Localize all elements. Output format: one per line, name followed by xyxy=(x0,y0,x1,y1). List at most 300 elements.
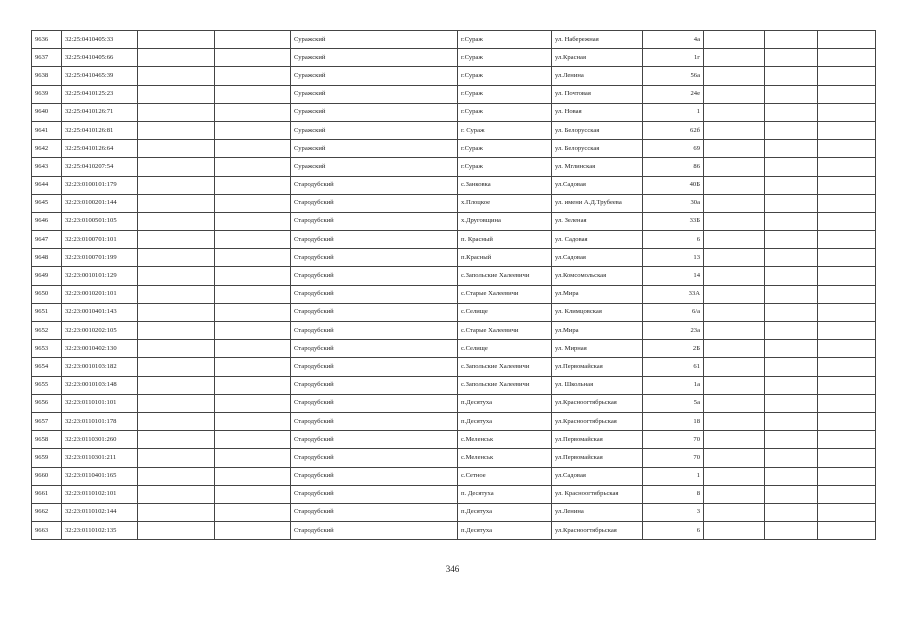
house-number-cell: 6 xyxy=(643,231,704,249)
settlement-cell: г.Сураж xyxy=(458,31,552,49)
settlement-cell: п. Красный xyxy=(458,231,552,249)
empty-cell xyxy=(138,503,215,521)
district-cell: Суражский xyxy=(291,158,458,176)
house-number-cell: 13 xyxy=(643,249,704,267)
district-cell: Суражский xyxy=(291,140,458,158)
street-cell: ул. Школьная xyxy=(552,376,643,394)
empty-cell xyxy=(704,376,765,394)
empty-cell xyxy=(138,303,215,321)
house-number-cell: 1а xyxy=(643,376,704,394)
empty-cell xyxy=(215,212,291,230)
empty-cell xyxy=(704,358,765,376)
table-row xyxy=(32,49,876,67)
empty-cell xyxy=(215,103,291,121)
table-body xyxy=(32,31,876,540)
house-number-cell: 33А xyxy=(643,285,704,303)
empty-cell xyxy=(818,176,876,194)
street-cell: ул.Ленина xyxy=(552,67,643,85)
empty-cell xyxy=(215,503,291,521)
district-cell: Стародубский xyxy=(291,449,458,467)
district-cell: Суражский xyxy=(291,121,458,139)
empty-cell xyxy=(818,212,876,230)
row-number-cell: 9646 xyxy=(32,212,62,230)
row-number-cell: 9649 xyxy=(32,267,62,285)
settlement-cell: с.Запольские Халеевичи xyxy=(458,376,552,394)
settlement-cell: с.Запольские Халеевичи xyxy=(458,267,552,285)
district-cell: Стародубский xyxy=(291,503,458,521)
empty-cell xyxy=(704,303,765,321)
empty-cell xyxy=(138,485,215,503)
table-row xyxy=(32,467,876,485)
district-cell: Суражский xyxy=(291,49,458,67)
empty-cell xyxy=(215,522,291,540)
empty-cell xyxy=(704,503,765,521)
empty-cell xyxy=(138,358,215,376)
cadastral-number-cell: 32:23:0010103:148 xyxy=(62,376,138,394)
empty-cell xyxy=(818,322,876,340)
empty-cell xyxy=(215,449,291,467)
settlement-cell: с.Занковка xyxy=(458,176,552,194)
district-cell: Стародубский xyxy=(291,249,458,267)
street-cell: ул.Первомайская xyxy=(552,449,643,467)
street-cell: ул.Ленина xyxy=(552,503,643,521)
empty-cell xyxy=(765,340,818,358)
row-number-cell: 9640 xyxy=(32,103,62,121)
house-number-cell: 6/а xyxy=(643,303,704,321)
house-number-cell: 30а xyxy=(643,194,704,212)
empty-cell xyxy=(818,121,876,139)
empty-cell xyxy=(215,340,291,358)
table-row xyxy=(32,340,876,358)
row-number-cell: 9653 xyxy=(32,340,62,358)
district-cell: Стародубский xyxy=(291,176,458,194)
settlement-cell: п.Десятуха xyxy=(458,503,552,521)
empty-cell xyxy=(704,249,765,267)
empty-cell xyxy=(765,376,818,394)
empty-cell xyxy=(215,67,291,85)
empty-cell xyxy=(215,158,291,176)
table-row xyxy=(32,194,876,212)
house-number-cell: 69 xyxy=(643,140,704,158)
district-cell: Стародубский xyxy=(291,358,458,376)
empty-cell xyxy=(215,285,291,303)
empty-cell xyxy=(215,231,291,249)
street-cell: ул. Белорусская xyxy=(552,121,643,139)
house-number-cell: 86 xyxy=(643,158,704,176)
empty-cell xyxy=(138,121,215,139)
empty-cell xyxy=(818,467,876,485)
empty-cell xyxy=(704,194,765,212)
row-number-cell: 9642 xyxy=(32,140,62,158)
table-row xyxy=(32,449,876,467)
cadastral-number-cell: 32:23:0110102:101 xyxy=(62,485,138,503)
empty-cell xyxy=(138,449,215,467)
empty-cell xyxy=(704,449,765,467)
empty-cell xyxy=(138,394,215,412)
cadastral-number-cell: 32:23:0010103:182 xyxy=(62,358,138,376)
empty-cell xyxy=(704,322,765,340)
table-row xyxy=(32,431,876,449)
empty-cell xyxy=(765,522,818,540)
settlement-cell: с.Старые Халеевичи xyxy=(458,322,552,340)
street-cell: ул. Мирная xyxy=(552,340,643,358)
row-number-cell: 9644 xyxy=(32,176,62,194)
row-number-cell: 9662 xyxy=(32,503,62,521)
house-number-cell: 1г xyxy=(643,49,704,67)
empty-cell xyxy=(765,212,818,230)
district-cell: Суражский xyxy=(291,85,458,103)
settlement-cell: п.Красный xyxy=(458,249,552,267)
district-cell: Стародубский xyxy=(291,303,458,321)
house-number-cell: 61 xyxy=(643,358,704,376)
table-row xyxy=(32,322,876,340)
empty-cell xyxy=(818,67,876,85)
empty-cell xyxy=(704,285,765,303)
empty-cell xyxy=(215,85,291,103)
row-number-cell: 9636 xyxy=(32,31,62,49)
street-cell: ул. Набережная xyxy=(552,31,643,49)
empty-cell xyxy=(138,376,215,394)
street-cell: ул.Первомайская xyxy=(552,358,643,376)
empty-cell xyxy=(818,376,876,394)
street-cell: ул.Садовая xyxy=(552,467,643,485)
street-cell: ул.Мира xyxy=(552,322,643,340)
cadastral-number-cell: 32:23:0110301:211 xyxy=(62,449,138,467)
street-cell: ул.Красноогтябрьская xyxy=(552,522,643,540)
street-cell: ул. Садовая xyxy=(552,231,643,249)
empty-cell xyxy=(138,49,215,67)
empty-cell xyxy=(765,85,818,103)
cadastral-number-cell: 32:23:0110102:144 xyxy=(62,503,138,521)
cadastral-number-cell: 32:23:0100701:199 xyxy=(62,249,138,267)
row-number-cell: 9663 xyxy=(32,522,62,540)
cadastral-number-cell: 32:23:0110401:165 xyxy=(62,467,138,485)
row-number-cell: 9659 xyxy=(32,449,62,467)
empty-cell xyxy=(818,412,876,430)
empty-cell xyxy=(215,322,291,340)
empty-cell xyxy=(818,249,876,267)
street-cell: ул.Красноогтябрьская xyxy=(552,394,643,412)
empty-cell xyxy=(138,467,215,485)
empty-cell xyxy=(765,467,818,485)
settlement-cell: п.Десятуха xyxy=(458,394,552,412)
table-row xyxy=(32,140,876,158)
street-cell: ул.Комсомольская xyxy=(552,267,643,285)
empty-cell xyxy=(818,140,876,158)
empty-cell xyxy=(215,267,291,285)
settlement-cell: с.Селище xyxy=(458,303,552,321)
cadastral-number-cell: 32:25:0410126:71 xyxy=(62,103,138,121)
street-cell: ул. Зеленая xyxy=(552,212,643,230)
empty-cell xyxy=(765,31,818,49)
empty-cell xyxy=(765,412,818,430)
street-cell: ул.Мира xyxy=(552,285,643,303)
empty-cell xyxy=(704,412,765,430)
empty-cell xyxy=(704,485,765,503)
empty-cell xyxy=(704,340,765,358)
empty-cell xyxy=(765,485,818,503)
empty-cell xyxy=(138,267,215,285)
empty-cell xyxy=(818,303,876,321)
empty-cell xyxy=(215,303,291,321)
district-cell: Стародубский xyxy=(291,485,458,503)
row-number-cell: 9656 xyxy=(32,394,62,412)
cadastral-number-cell: 32:23:0100101:179 xyxy=(62,176,138,194)
empty-cell xyxy=(138,412,215,430)
table-row xyxy=(32,358,876,376)
table-row xyxy=(32,85,876,103)
cadastral-number-cell: 32:23:0110301:260 xyxy=(62,431,138,449)
empty-cell xyxy=(138,103,215,121)
row-number-cell: 9638 xyxy=(32,67,62,85)
cadastral-number-cell: 32:25:0410207:54 xyxy=(62,158,138,176)
empty-cell xyxy=(704,103,765,121)
street-cell: ул. Новая xyxy=(552,103,643,121)
house-number-cell: 8 xyxy=(643,485,704,503)
empty-cell xyxy=(765,303,818,321)
empty-cell xyxy=(138,176,215,194)
house-number-cell: 70 xyxy=(643,449,704,467)
empty-cell xyxy=(765,140,818,158)
empty-cell xyxy=(818,31,876,49)
table-row xyxy=(32,249,876,267)
empty-cell xyxy=(704,522,765,540)
table-row xyxy=(32,394,876,412)
empty-cell xyxy=(138,431,215,449)
district-cell: Стародубский xyxy=(291,231,458,249)
empty-cell xyxy=(704,231,765,249)
row-number-cell: 9657 xyxy=(32,412,62,430)
row-number-cell: 9645 xyxy=(32,194,62,212)
cadastral-number-cell: 32:23:0110101:178 xyxy=(62,412,138,430)
settlement-cell: с.Старые Халеевичи xyxy=(458,285,552,303)
empty-cell xyxy=(765,322,818,340)
empty-cell xyxy=(704,267,765,285)
street-cell: ул.Садовая xyxy=(552,249,643,267)
settlement-cell: г.Сураж xyxy=(458,158,552,176)
street-cell: ул. Красноогтябрьская xyxy=(552,485,643,503)
settlement-cell: г. Сураж xyxy=(458,121,552,139)
table-row xyxy=(32,267,876,285)
settlement-cell: с.Селище xyxy=(458,340,552,358)
empty-cell xyxy=(818,158,876,176)
cadastral-number-cell: 32:25:0410405:33 xyxy=(62,31,138,49)
empty-cell xyxy=(138,212,215,230)
cadastral-number-cell: 32:23:0010202:105 xyxy=(62,322,138,340)
page-number: 346 xyxy=(445,564,460,574)
table-row xyxy=(32,503,876,521)
empty-cell xyxy=(765,358,818,376)
empty-cell xyxy=(215,140,291,158)
empty-cell xyxy=(704,394,765,412)
row-number-cell: 9639 xyxy=(32,85,62,103)
empty-cell xyxy=(818,485,876,503)
house-number-cell: 3 xyxy=(643,503,704,521)
empty-cell xyxy=(138,158,215,176)
cadastral-number-cell: 32:23:0110102:135 xyxy=(62,522,138,540)
cadastral-number-cell: 32:23:0010101:129 xyxy=(62,267,138,285)
settlement-cell: г.Сураж xyxy=(458,67,552,85)
house-number-cell: 4а xyxy=(643,31,704,49)
house-number-cell: 14 xyxy=(643,267,704,285)
house-number-cell: 18 xyxy=(643,412,704,430)
empty-cell xyxy=(138,85,215,103)
district-cell: Стародубский xyxy=(291,376,458,394)
empty-cell xyxy=(215,394,291,412)
cadastral-number-cell: 32:25:0410126:81 xyxy=(62,121,138,139)
row-number-cell: 9661 xyxy=(32,485,62,503)
table-row xyxy=(32,231,876,249)
empty-cell xyxy=(215,485,291,503)
empty-cell xyxy=(765,121,818,139)
district-cell: Стародубский xyxy=(291,340,458,358)
empty-cell xyxy=(818,522,876,540)
district-cell: Стародубский xyxy=(291,285,458,303)
empty-cell xyxy=(704,85,765,103)
empty-cell xyxy=(704,158,765,176)
table-row xyxy=(32,285,876,303)
cadastral-number-cell: 32:23:0010401:143 xyxy=(62,303,138,321)
house-number-cell: 1 xyxy=(643,467,704,485)
cadastral-number-cell: 32:23:0100501:105 xyxy=(62,212,138,230)
district-cell: Стародубский xyxy=(291,412,458,430)
row-number-cell: 9648 xyxy=(32,249,62,267)
empty-cell xyxy=(818,267,876,285)
empty-cell xyxy=(138,322,215,340)
empty-cell xyxy=(215,376,291,394)
empty-cell xyxy=(818,449,876,467)
row-number-cell: 9651 xyxy=(32,303,62,321)
table-row xyxy=(32,67,876,85)
house-number-cell: 33Б xyxy=(643,212,704,230)
cadastral-number-cell: 32:23:0010201:101 xyxy=(62,285,138,303)
house-number-cell: 6 xyxy=(643,522,704,540)
house-number-cell: 70 xyxy=(643,431,704,449)
empty-cell xyxy=(765,194,818,212)
empty-cell xyxy=(765,431,818,449)
street-cell: ул. Климцовская xyxy=(552,303,643,321)
settlement-cell: с.Запольские Халеевичи xyxy=(458,358,552,376)
cadastral-number-cell: 32:23:0110101:101 xyxy=(62,394,138,412)
house-number-cell: 23а xyxy=(643,322,704,340)
settlement-cell: с.Меленськ xyxy=(458,431,552,449)
empty-cell xyxy=(215,412,291,430)
settlement-cell: х.Друговщина xyxy=(458,212,552,230)
empty-cell xyxy=(138,285,215,303)
empty-cell xyxy=(215,358,291,376)
settlement-cell: п. Десятуха xyxy=(458,485,552,503)
empty-cell xyxy=(138,522,215,540)
empty-cell xyxy=(704,176,765,194)
street-cell: ул.Красноогтябрьская xyxy=(552,412,643,430)
settlement-cell: п.Десятуха xyxy=(458,522,552,540)
street-cell: ул. имени А.Д.Трубеева xyxy=(552,194,643,212)
empty-cell xyxy=(818,103,876,121)
empty-cell xyxy=(138,67,215,85)
settlement-cell: п.Десятуха xyxy=(458,412,552,430)
empty-cell xyxy=(765,67,818,85)
empty-cell xyxy=(765,49,818,67)
empty-cell xyxy=(818,49,876,67)
street-cell: ул.Садовая xyxy=(552,176,643,194)
empty-cell xyxy=(704,31,765,49)
settlement-cell: г.Сураж xyxy=(458,49,552,67)
empty-cell xyxy=(818,340,876,358)
empty-cell xyxy=(818,231,876,249)
empty-cell xyxy=(704,67,765,85)
cadastral-number-cell: 32:23:0100201:144 xyxy=(62,194,138,212)
street-cell: ул.Первомайская xyxy=(552,431,643,449)
empty-cell xyxy=(138,231,215,249)
cadastral-number-cell: 32:23:0100701:101 xyxy=(62,231,138,249)
empty-cell xyxy=(215,194,291,212)
empty-cell xyxy=(704,467,765,485)
settlement-cell: х.Плоцкое xyxy=(458,194,552,212)
empty-cell xyxy=(765,267,818,285)
cadastral-number-cell: 32:23:0010402:130 xyxy=(62,340,138,358)
district-cell: Стародубский xyxy=(291,522,458,540)
empty-cell xyxy=(765,103,818,121)
district-cell: Стародубский xyxy=(291,431,458,449)
empty-cell xyxy=(818,503,876,521)
district-cell: Суражский xyxy=(291,31,458,49)
empty-cell xyxy=(765,449,818,467)
cadastral-number-cell: 32:25:0410126:64 xyxy=(62,140,138,158)
empty-cell xyxy=(138,194,215,212)
empty-cell xyxy=(704,49,765,67)
row-number-cell: 9652 xyxy=(32,322,62,340)
house-number-cell: 2Б xyxy=(643,340,704,358)
district-cell: Стародубский xyxy=(291,322,458,340)
district-cell: Стародубский xyxy=(291,212,458,230)
empty-cell xyxy=(818,394,876,412)
settlement-cell: г.Сураж xyxy=(458,85,552,103)
empty-cell xyxy=(765,231,818,249)
row-number-cell: 9658 xyxy=(32,431,62,449)
empty-cell xyxy=(818,431,876,449)
empty-cell xyxy=(765,176,818,194)
row-number-cell: 9655 xyxy=(32,376,62,394)
empty-cell xyxy=(765,158,818,176)
district-cell: Стародубский xyxy=(291,394,458,412)
empty-cell xyxy=(215,431,291,449)
row-number-cell: 9643 xyxy=(32,158,62,176)
empty-cell xyxy=(215,121,291,139)
house-number-cell: 62б xyxy=(643,121,704,139)
house-number-cell: 56а xyxy=(643,67,704,85)
empty-cell xyxy=(215,31,291,49)
empty-cell xyxy=(215,49,291,67)
row-number-cell: 9637 xyxy=(32,49,62,67)
cadastral-number-cell: 32:25:0410405:66 xyxy=(62,49,138,67)
house-number-cell: 24е xyxy=(643,85,704,103)
cadastral-number-cell: 32:25:0410125:23 xyxy=(62,85,138,103)
house-number-cell: 5а xyxy=(643,394,704,412)
table-row xyxy=(32,303,876,321)
cadastral-number-cell: 32:25:0410465:39 xyxy=(62,67,138,85)
table-row xyxy=(32,412,876,430)
empty-cell xyxy=(138,140,215,158)
district-cell: Суражский xyxy=(291,103,458,121)
table-row xyxy=(32,103,876,121)
empty-cell xyxy=(704,431,765,449)
empty-cell xyxy=(138,249,215,267)
row-number-cell: 9650 xyxy=(32,285,62,303)
table-row xyxy=(32,376,876,394)
empty-cell xyxy=(818,194,876,212)
empty-cell xyxy=(818,358,876,376)
row-number-cell: 9660 xyxy=(32,467,62,485)
